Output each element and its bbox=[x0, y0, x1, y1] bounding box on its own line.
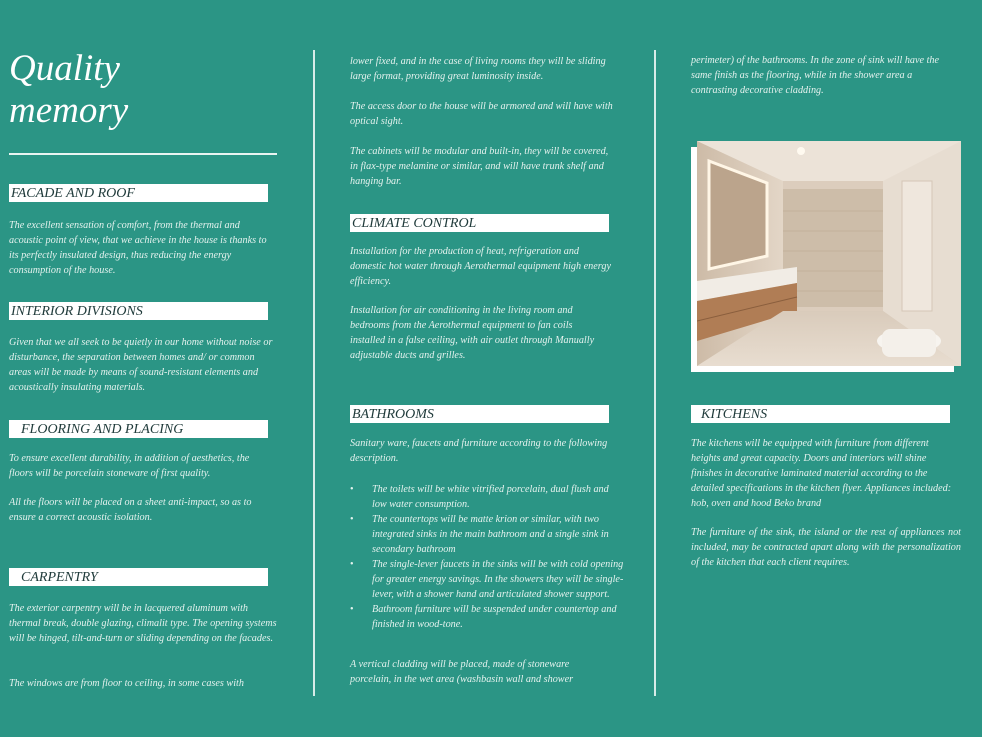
heading-climate-control: CLIMATE CONTROL bbox=[350, 214, 609, 232]
list-item: • Bathroom furniture will be suspended under countertop and finished in wood-tone. bbox=[350, 602, 625, 632]
cabinets-text: The cabinets will be modular and built-in, they will be covered, in flax-type melamine or similar, and will have trunk shelf and hanging bar. bbox=[350, 146, 609, 187]
heading-carpentry: CARPENTRY bbox=[9, 568, 268, 586]
heading-facade-and-roof: FACADE AND ROOF bbox=[9, 184, 268, 202]
column-divider-right bbox=[654, 50, 656, 696]
access-door-text: The access door to the house will be armored and will have with optical sight. bbox=[350, 101, 613, 127]
bathroom-cladding-continued-text: perimeter) of the bathrooms. In the zone of sink will have the same finish as the flooring, while in the shower area a contrasting decorative cladding. bbox=[691, 55, 940, 96]
facade-text: The excellent sensation of comfort, from the thermal and acoustic point of view, that we achieve in the house is thanks to its perfectly insulated design, thus reducing the energy consumption of the house. bbox=[9, 220, 267, 276]
list-item: • The single-lever faucets in the sinks will be with cold opening for greater energy savings. In the showers they will be single-lever, with a shower hand and articulated shower support. bbox=[350, 557, 625, 602]
bathrooms-bullet-list bbox=[350, 482, 625, 632]
title-line-1: Quality bbox=[9, 48, 120, 89]
kitchens-text-2: The furniture of the sink, the island or the rest of appliances not included, may be contracted apart along with the personalization of the kitchen that each client requires. bbox=[691, 527, 961, 568]
heading-interior-divisions: INTERIOR DIVISIONS bbox=[9, 302, 268, 320]
bathrooms-intro: Sanitary ware, faucets and furniture according to the following description. bbox=[350, 438, 608, 464]
carpentry-continued-text: lower fixed, and in the case of living rooms they will be sliding large format, providing great luminosity inside. bbox=[350, 56, 606, 82]
carpentry-text-2: The windows are from floor to ceiling, in some cases with bbox=[9, 678, 244, 689]
bathroom-photo bbox=[697, 141, 961, 366]
climate-text-1: Installation for the production of heat, refrigeration and domestic hot water through Aerothermal equipment high energy efficiency. bbox=[350, 246, 611, 287]
kitchens-text-1: The kitchens will be equipped with furniture from different heights and great capacity. Doors and interiors will shine finishes in decorative laminated material according to the detailed specifications in the kitchen flyer. Appliances included: hob, oven and hood Beko brand bbox=[691, 438, 952, 509]
heading-bathrooms: BATHROOMS bbox=[350, 405, 609, 423]
list-item: • The toilets will be white vitrified porcelain, dual flush and low water consumption. bbox=[350, 482, 625, 512]
heading-flooring-and-placing: FLOORING AND PLACING bbox=[9, 420, 268, 438]
page-title bbox=[9, 48, 128, 132]
list-item: • The countertops will be matte krion or similar, with two integrated sinks in the main bathroom and a single sink in secondary bathroom bbox=[350, 512, 625, 557]
bathrooms-outro: A vertical cladding will be placed, made of stoneware porcelain, in the wet area (washbasin wall and shower bbox=[350, 659, 574, 685]
flooring-text-1: To ensure excellent durability, in addition of aesthetics, the floors will be porcelain stoneware of first quality. bbox=[9, 453, 250, 479]
title-line-2: memory bbox=[9, 90, 129, 131]
column-divider-left bbox=[313, 50, 315, 696]
carpentry-text-1: The exterior carpentry will be in lacquered aluminum with thermal break, double glazing, climalit type. The opening systems will be hinged, tilt-and-turn or sliding depending on the facades. bbox=[9, 603, 277, 644]
interior-text: Given that we all seek to be quietly in our home without noise or disturbance, the separation between homes and/ or common areas will be made by means of sound-resistant elements and acoustically insulating materials. bbox=[9, 337, 273, 393]
flooring-text-2: All the floors will be placed on a sheet anti-impact, so as to ensure a correct acoustic isolation. bbox=[9, 497, 252, 523]
heading-kitchens: KITCHENS bbox=[691, 405, 950, 423]
climate-text-2: Installation for air conditioning in the living room and bedrooms from the Aerothermal equipment to fan coils installed in a false ceiling, with air outlet through Manually adjustable ducts and grilles. bbox=[350, 305, 595, 361]
title-underline bbox=[9, 153, 277, 155]
